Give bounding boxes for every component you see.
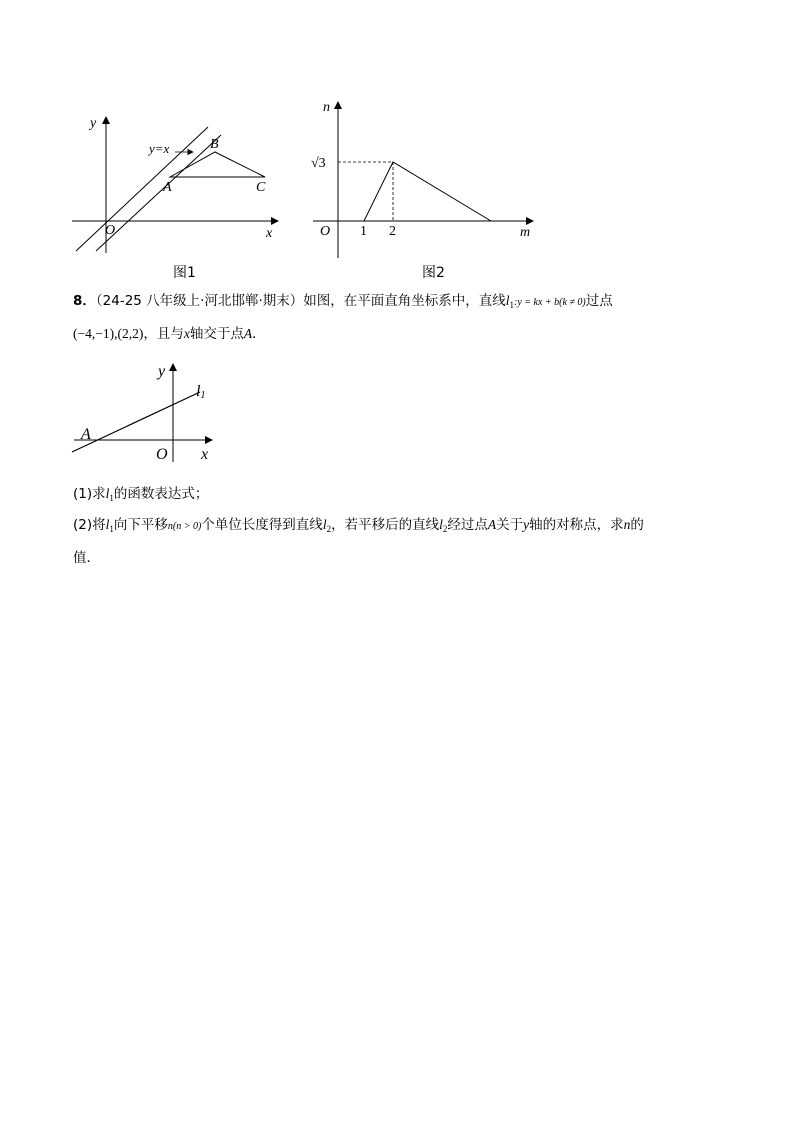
q1-text-a: 求 <box>92 486 106 502</box>
x-axis-label: x <box>201 446 209 463</box>
q1-text-b: 的函数表达式； <box>113 486 209 502</box>
line-l1-label: l1 <box>196 383 206 401</box>
tick-1-label: 1 <box>360 224 367 239</box>
q2-line2: l <box>322 517 327 532</box>
line-l1 <box>72 392 200 452</box>
x-var: x <box>183 326 190 341</box>
line-equation: :y = kx + b(k ≠ 0) <box>514 297 586 308</box>
y-value-label: √3 <box>311 156 326 171</box>
given-points: (−4,−1),(2,2) <box>73 326 144 341</box>
problem-text-c: ，且与 <box>143 326 184 342</box>
origin-label: O <box>156 446 168 463</box>
q2-text-h: 的 <box>630 517 644 533</box>
q2-text-e: 经过点 <box>447 517 488 533</box>
q2-point: A <box>487 517 497 532</box>
line-label: y=x <box>149 141 170 156</box>
problem-8-line-2 <box>73 324 266 344</box>
line-name: l <box>505 293 510 308</box>
question-2-cont <box>73 548 100 568</box>
graph-polyline <box>364 162 491 221</box>
question-1-label: (1) <box>73 486 93 502</box>
q2-text-d: ，若平移后的直线 <box>331 517 440 533</box>
question-1 <box>73 484 208 508</box>
q2-text-b: 向下平移 <box>113 517 168 533</box>
figure-2 <box>305 98 540 263</box>
point-b-label: B <box>210 137 219 152</box>
origin-label: O <box>105 223 116 238</box>
y-axis-label: y <box>158 363 166 380</box>
figure-1-caption: 图1 <box>173 265 196 281</box>
question-2-label: (2) <box>73 517 93 533</box>
problem-8-line-1 <box>73 291 613 315</box>
line-sub: 1 <box>509 300 515 310</box>
m-axis-label: m <box>520 225 531 240</box>
q2-sub3: 2 <box>442 524 448 534</box>
n-axis-label: n <box>323 100 330 115</box>
origin-label: O <box>320 224 331 239</box>
q2-text-f: 关于 <box>496 517 524 533</box>
q2-cond: n(n > 0) <box>167 521 202 532</box>
tick-2-label: 2 <box>389 224 396 239</box>
figure-2-caption: 图2 <box>422 265 445 281</box>
q2-line3: l <box>439 517 443 532</box>
point-c-label: C <box>256 180 266 195</box>
problem-text-b: 过点 <box>585 293 613 309</box>
q2-text-g: 轴的对称点，求 <box>529 517 624 533</box>
y-axis-label: y <box>90 116 97 131</box>
problem-number: 8． <box>73 293 96 309</box>
q2-yvar: y <box>523 517 530 532</box>
point-a: A <box>243 326 253 341</box>
x-axis-label: x <box>266 226 273 241</box>
question-2 <box>73 515 644 539</box>
q2-line1: l <box>105 517 110 532</box>
period: ． <box>252 326 266 342</box>
q2-sub2: 2 <box>326 524 332 534</box>
problem-8-figure <box>68 358 218 468</box>
figure-1 <box>60 105 290 255</box>
problem-text: 如图，在平面直角坐标系中，直线 <box>303 293 506 309</box>
point-a-label: A <box>81 426 91 443</box>
q2-text-a: 将 <box>92 517 106 533</box>
triangle-abc <box>170 152 265 177</box>
q2-sub1: 1 <box>109 524 114 534</box>
point-a-label: A <box>163 180 172 195</box>
q2-text-c: 个单位长度得到直线 <box>201 517 323 533</box>
line-y-equals-x <box>76 127 208 251</box>
q1-sub: 1 <box>109 493 114 503</box>
problem-text-d: 轴交于点 <box>189 326 244 342</box>
q2-nvar: n <box>623 517 631 532</box>
q1-line: l <box>105 486 110 501</box>
q2-text-i: 值． <box>73 550 100 566</box>
problem-source: （24-25 八年级上·河北邯郸·期末） <box>95 293 304 309</box>
